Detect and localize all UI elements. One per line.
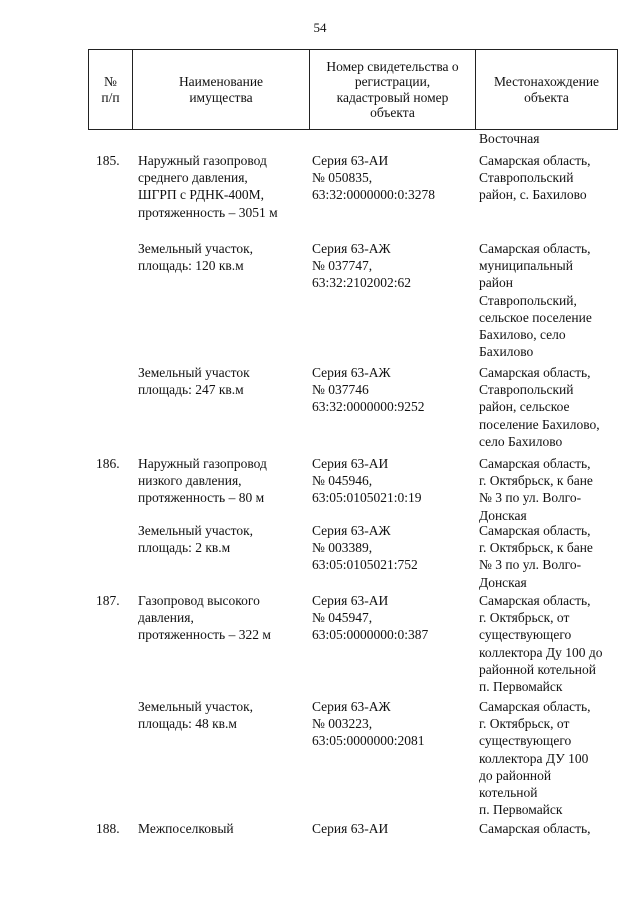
- registration-number-line: № 045947,: [312, 610, 373, 626]
- item-name-line: Наружный газопровод: [138, 153, 267, 168]
- item-location-line: № 3 по ул. Волго-: [479, 557, 582, 573]
- item-location-line: до районной: [479, 767, 552, 783]
- header-col-registration: [310, 50, 476, 129]
- header-col-number-text: [101, 74, 119, 105]
- registration-number-line: Серия 63-АИ: [312, 153, 389, 168]
- item-name: [138, 522, 308, 556]
- registration-number-line: Серия 63-АИ: [312, 593, 389, 608]
- item-location: [479, 364, 619, 450]
- item-name: [138, 698, 308, 732]
- header-text-line: Наименование: [178, 74, 264, 89]
- registration-number-line: 63:05:0105021:0:19: [312, 490, 422, 506]
- item-name-line: Газопровод высокого: [138, 593, 260, 608]
- item-location-line: Ставропольский: [479, 382, 574, 398]
- registration-number: [312, 698, 472, 750]
- item-location: [479, 820, 619, 837]
- item-location-line: район, сельское: [479, 399, 570, 415]
- registration-number-line: Серия 63-АИ: [312, 821, 389, 836]
- row-number: 186.: [96, 456, 120, 471]
- registration-number: [312, 152, 472, 204]
- item-location-line: сельское поселение: [479, 309, 592, 325]
- item-location-line: поселение Бахилово,: [479, 416, 600, 432]
- item-name-line: площадь: 48 кв.м: [138, 716, 237, 732]
- row-number: 185.: [96, 153, 120, 168]
- item-location-line: котельной: [479, 785, 538, 801]
- item-location-line: Ставропольский,: [479, 292, 577, 308]
- registration-number-line: № 037747,: [312, 258, 373, 274]
- registration-number-line: № 003389,: [312, 540, 373, 556]
- header-col-registration-text: [326, 59, 458, 121]
- row-number: 188.: [96, 821, 120, 836]
- item-location-line: коллектора ДУ 100: [479, 750, 589, 766]
- item-location-line: Бахилово: [479, 344, 534, 360]
- item-name-line: давления,: [138, 610, 194, 626]
- header-col-location: [476, 50, 617, 129]
- item-location-line: Ставропольский: [479, 170, 574, 186]
- item-name-line: низкого давления,: [138, 473, 242, 489]
- header-text-line: регистрации,: [354, 74, 431, 89]
- registration-number-line: Серия 63-АЖ: [312, 523, 391, 538]
- item-location-line: г. Октябрьск, к бане: [479, 473, 593, 489]
- registration-number: [312, 364, 472, 416]
- page-number: 54: [313, 20, 327, 35]
- item-location-line: район, с. Бахилово: [479, 187, 587, 203]
- item-name: [138, 455, 308, 507]
- registration-number-line: 63:32:0000000:0:3278: [312, 187, 436, 203]
- item-name-line: среднего давления,: [138, 170, 248, 186]
- registration-number: [312, 820, 472, 837]
- registration-number-line: № 050835,: [312, 170, 373, 186]
- item-name: [138, 364, 308, 398]
- item-location-line: Самарская область,: [479, 523, 591, 538]
- item-name-line: Земельный участок,: [138, 699, 254, 714]
- item-location-line: Самарская область,: [479, 821, 591, 836]
- item-location: [479, 152, 619, 204]
- item-location: [479, 698, 619, 818]
- header-col-name: [133, 50, 310, 129]
- header-text-line: имущества: [189, 89, 253, 105]
- row-number: 187.: [96, 593, 120, 608]
- registration-number: [312, 240, 472, 292]
- table-header: [88, 49, 618, 130]
- registration-number-line: 63:05:0105021:752: [312, 557, 418, 573]
- item-location-line: п. Первомайск: [479, 679, 563, 695]
- registration-number-line: Серия 63-АЖ: [312, 241, 391, 256]
- item-location-line: г. Октябрьск, от: [479, 610, 570, 626]
- header-col-name-text: [179, 74, 263, 105]
- item-location-line: район: [479, 275, 513, 291]
- item-name-line: площадь: 2 кв.м: [138, 540, 231, 556]
- item-name-line: площадь: 247 кв.м: [138, 382, 244, 398]
- registration-number-line: 63:05:0000000:0:387: [312, 627, 429, 643]
- carry-over-location: [479, 130, 619, 147]
- item-name: [138, 240, 308, 274]
- item-location-line: существующего: [479, 733, 572, 749]
- registration-number-line: Серия 63-АЖ: [312, 365, 391, 380]
- item-name-line: площадь: 120 кв.м: [138, 258, 244, 274]
- item-name-line: протяженность – 3051 м: [138, 204, 278, 220]
- item-location-line: г. Октябрьск, от: [479, 716, 570, 732]
- item-name: [138, 592, 308, 644]
- registration-number: [312, 522, 472, 574]
- item-location: [479, 240, 619, 360]
- item-location: [479, 455, 619, 524]
- item-location-line: коллектора Ду 100 до: [479, 644, 603, 660]
- item-location-line: районной котельной: [479, 661, 596, 677]
- item-name-line: Межпоселковый: [138, 821, 234, 836]
- item-name-line: Наружный газопровод: [138, 456, 267, 471]
- registration-number-line: Серия 63-АЖ: [312, 699, 391, 714]
- item-location-line: Самарская область,: [479, 153, 591, 168]
- header-text-line: №: [104, 74, 117, 89]
- item-location-line: Донская: [479, 574, 527, 590]
- item-location-line: № 3 по ул. Волго-: [479, 490, 582, 506]
- item-name: [138, 820, 308, 837]
- header-col-number: [89, 50, 133, 129]
- item-location-line: Самарская область,: [479, 593, 591, 608]
- item-location-line: Самарская область,: [479, 241, 591, 256]
- registration-number-line: № 037746: [312, 382, 369, 398]
- registration-number: [312, 592, 472, 644]
- item-location-line: существующего: [479, 627, 572, 643]
- item-location-line: Самарская область,: [479, 699, 591, 714]
- item-location-line: п. Первомайск: [479, 802, 563, 818]
- registration-number-line: № 045946,: [312, 473, 373, 489]
- item-name-line: Земельный участок: [138, 365, 250, 380]
- location-line: Восточная: [479, 131, 540, 146]
- header-text-line: п/п: [101, 89, 120, 105]
- item-name-line: Земельный участок,: [138, 241, 254, 256]
- item-location: [479, 592, 619, 695]
- registration-number-line: 63:05:0000000:2081: [312, 733, 425, 749]
- item-location-line: г. Октябрьск, к бане: [479, 540, 593, 556]
- item-location-line: Донская: [479, 507, 527, 523]
- item-name-line: ШГРП с РДНК-400М,: [138, 187, 265, 203]
- header-text-line: Номер свидетельства о: [326, 58, 459, 74]
- item-location-line: Самарская область,: [479, 456, 591, 471]
- item-location: [479, 522, 619, 591]
- registration-number-line: № 003223,: [312, 716, 373, 732]
- registration-number-line: Серия 63-АИ: [312, 456, 389, 471]
- header-col-location-text: [494, 74, 599, 105]
- item-name: [138, 152, 308, 221]
- item-location-line: муниципальный: [479, 258, 573, 274]
- item-location-line: Бахилово, село: [479, 327, 566, 343]
- registration-number: [312, 455, 472, 507]
- header-text-line: объекта: [370, 105, 415, 120]
- header-text-line: кадастровый номер: [336, 89, 449, 105]
- item-name-line: протяженность – 80 м: [138, 490, 265, 506]
- item-location-line: Самарская область,: [479, 365, 591, 380]
- header-text-line: Местонахождение: [493, 74, 600, 89]
- item-name-line: протяженность – 322 м: [138, 627, 271, 643]
- registration-number-line: 63:32:2102002:62: [312, 275, 412, 291]
- item-location-line: село Бахилово: [479, 433, 563, 449]
- header-text-line: объекта: [524, 89, 569, 105]
- item-name-line: Земельный участок,: [138, 523, 254, 538]
- registration-number-line: 63:32:0000000:9252: [312, 399, 425, 415]
